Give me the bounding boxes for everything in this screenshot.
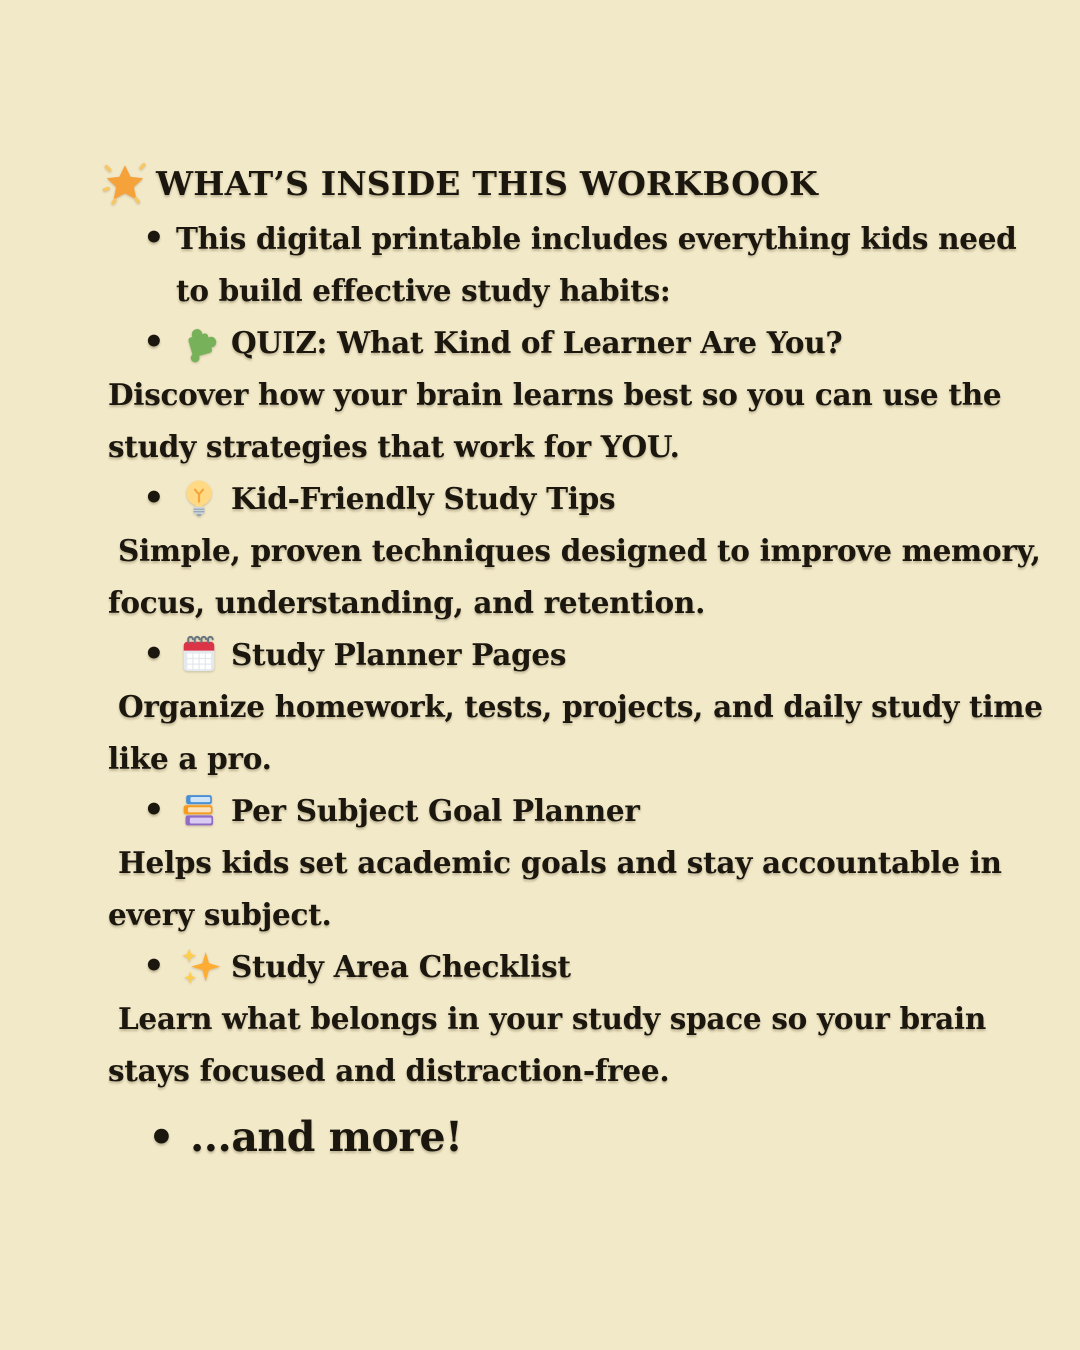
list-item-intro [108,212,1024,316]
paragraph-quiz [108,368,1024,472]
bullet-marker: • [143,946,165,986]
list-item-text: Study Planner Pages [231,636,567,672]
bullet-marker: • [143,478,165,518]
page-title: WHAT’S INSIDE THIS WORKBOOK [156,163,819,203]
paragraph-area-checklist [108,992,1024,1096]
list-item-goal-planner [108,784,1024,836]
text-line: This digital printable includes everything kids need [176,220,1017,256]
paragraph-goal-planner [108,836,1024,940]
paragraph-study-tips [108,524,1041,628]
heading [100,154,1024,212]
text-line: Discover how your brain learns best so you can use the [108,376,1002,412]
light-bulb-icon [176,472,222,524]
list-item-text: Study Area Checklist [231,948,571,984]
puzzle-piece-icon [176,316,222,368]
bullet-marker: • [143,634,165,674]
text-line: Simple, proven techniques designed to improve memory, [108,532,1041,568]
text-line: focus, understanding, and retention. [108,584,706,620]
sparkles-icon [176,940,222,992]
bullet-marker: • [143,790,165,830]
spiral-calendar-icon [176,628,222,680]
list-item-quiz [108,316,1024,368]
text-line: Organize homework, tests, projects, and daily study time [108,688,1043,724]
list-item-planner-pages [108,628,1024,680]
text-line: stays focused and distraction-free. [108,1052,670,1088]
bullet-marker: • [143,322,165,362]
text-line: to build effective study habits: [176,272,671,308]
paragraph-planner-pages [108,680,1043,784]
text-line: like a pro. [108,740,272,776]
bullet-marker: • [143,218,165,258]
footer [108,1104,1024,1170]
footer-text: ...and more! [190,1113,463,1161]
list-item-text [176,212,1017,316]
list-item-area-checklist [108,940,1024,992]
glowing-star-icon [100,157,150,209]
text-line: every subject. [108,896,332,932]
bullet-marker: • [148,1112,175,1162]
list-item-text: Per Subject Goal Planner [231,792,640,828]
list-item-text: QUIZ: What Kind of Learner Are You? [231,324,843,360]
list-item-study-tips [108,472,1024,524]
text-line: Helps kids set academic goals and stay accountable in [108,844,1002,880]
text-line: study strategies that work for YOU. [108,428,680,464]
list-item-text: Kid-Friendly Study Tips [231,480,616,516]
text-line: Learn what belongs in your study space so your brain [108,1000,986,1036]
books-icon [176,784,222,836]
